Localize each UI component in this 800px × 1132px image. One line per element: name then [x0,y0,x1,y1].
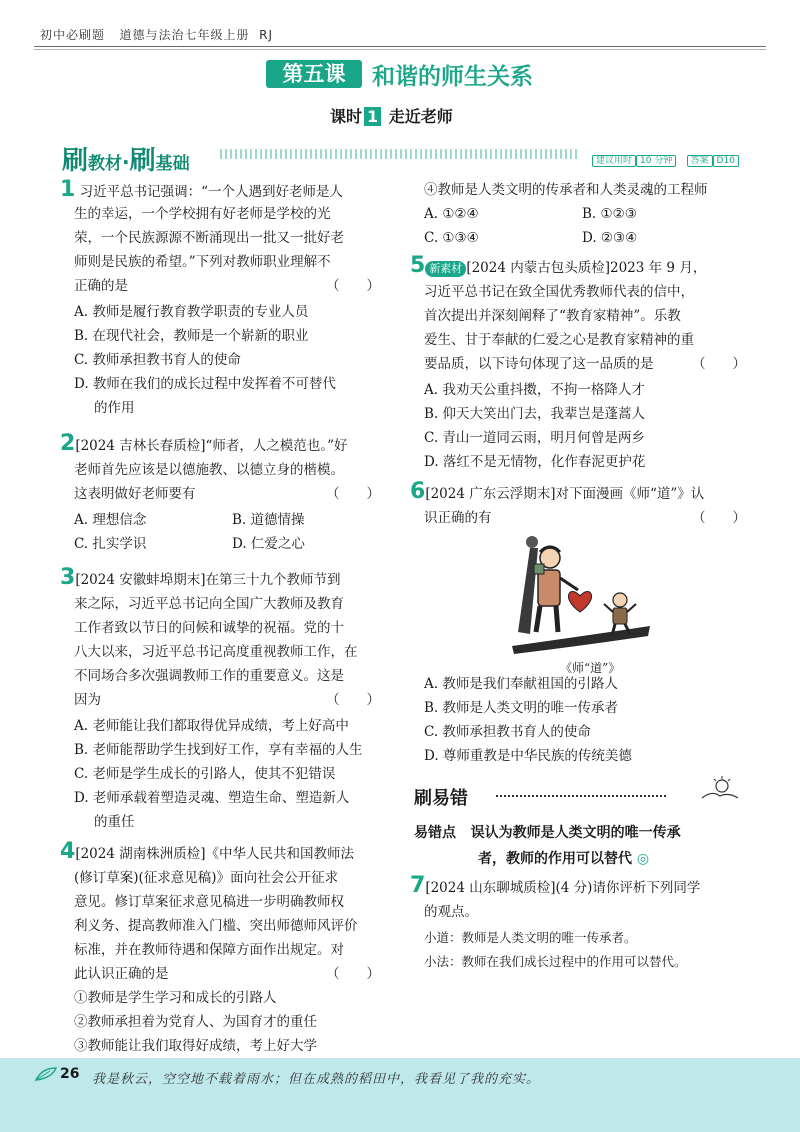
mistake-section-title: 刷易错 [414,788,468,809]
target-icon: ◎ [636,851,650,867]
question-4: 4[2024 湖南株洲质检]《中华人民共和国教师法 (修订草案)(征求意见稿)》面向社会公开征求 意见。修订草案征求意见稿进一步明确教师权 利义务、提高教师准入门槛、突出师德师风评价 标准，并在教师待遇和保障方面作出规定。对 此认识正确的是 （ ） ①教师是学生学习和成长的引路人 ②教师承担着为党育人、为国育才的重任 ③教师能让我们取得好成绩，考上好大学 [60,839,380,1054]
leaf-decoration-icon [34,1066,58,1082]
suggest-time-tag: 建议用时 10 分钟 答案 D10 [592,148,739,167]
question-7: 7[2024 山东聊城质检](4 分)请你评析下列同学 的观点。 小道：教师是人类文明的唯一传承者。 小法：教师在我们成长过程中的作用可以替代。 [410,873,701,969]
header-series: 初中必刷题 道德与法治七年级上册 RJ [40,28,274,42]
period-title: 课时 1 走近老师 [330,107,453,126]
question-2: 2[2024 吉林长春质检]“师者，人之模范也。”好 老师首先应该是以德施教、以德立身的楷模。 这表明做好老师要有 （ ） A. 理想信念 B. 道德情操 C. 扎实学识 D. 仁爱之心 [60,431,380,552]
header-divider-2 [34,49,766,50]
question-1: 1 习近平总书记强调：“一个人遇到好老师是人 生的幸运，一个学校拥有好老师是学校的光 荣，一个民族源源不断涌现出一批又一批好老 师则是民族的希望。”下列对教师职业理解不 正确的是 （ ） A. 教师是履行教育教学职责的专业人员 B. 在现代社会，教师是一个崭新的职业 C. 教师承担教书育人的使命 D. 教师在我们的成长过程中发挥着不可替代 的作用 [60,177,380,416]
new-material-tag: 新素材 [425,261,466,277]
lesson-title: 和谐的师生关系 [372,64,533,90]
question-6-options: A. 教师是我们奉献祖国的引路人 B. 教师是人类文明的唯一传承者 C. 教师承担教书育人的使命 D. 尊师重教是中华民族的传统美德 [424,676,632,764]
question-6: 6[2024 广东云浮期末]对下面漫画《师“道”》认 识正确的有 （ ） [410,479,746,526]
lesson-label-box: 第五课 [266,60,362,88]
header-divider [34,46,766,47]
sun-cloud-icon [700,776,740,800]
question-5: 5 新素材 [2024 内蒙古包头质检]2023 年 9 月， 习近平总书记在致全国优秀教师代表的信中， 首次提出并深刻阐释了“教育家精神”。乐教 爱生、甘于奉献的仁爱之心是教育家精神的重 要品质，以下诗句体现了这一品质的是 （ ） A. 我劝天公重抖擞，不拘一格降人才 B. 仰天大笑出门去，我辈岂是蓬蒿人 C. 青山一道同云雨，明月何曾是两乡 D. 落红不是无情物，化作春泥更护花 [410,253,746,470]
mistake-dotted-line [496,795,666,797]
cartoon-caption: 《师“道”》 [560,661,621,675]
question-4-continued: ④教师是人类文明的传承者和人类灵魂的工程师 A. ①②④ B. ①②③ C. ①③④ D. ②③④ [424,182,708,246]
footer-quote: 我是秋云，空空地不载着雨水；但在成熟的稻田中，我看见了我的充实。 [92,1072,541,1087]
section-title: 刷教材·刷基础 [62,146,190,176]
question-3: 3[2024 安徽蚌埠期末]在第三十九个教师节到 来之际，习近平总书记向全国广大教师及教育 工作者致以节日的问候和诚挚的祝福。党的十 八大以来，习近平总书记高度重视教师工作，在 不同场合多次强调教师工作的重要意义。这是 因为 （ ） A. 老师能让我们都取得优异成绩，考上好高中 B. 老师能帮助学生找到好工作，享有幸福的人生 C. 老师是学生成长的引路人，使其不犯错误 D. 老师承载着塑造灵魂、塑造生命、塑造新人 的重任 [60,565,380,830]
cartoon-teacher-path-illustration [500,528,660,656]
page-number: 26 [60,1066,80,1082]
section-hatch-decoration [220,149,580,159]
